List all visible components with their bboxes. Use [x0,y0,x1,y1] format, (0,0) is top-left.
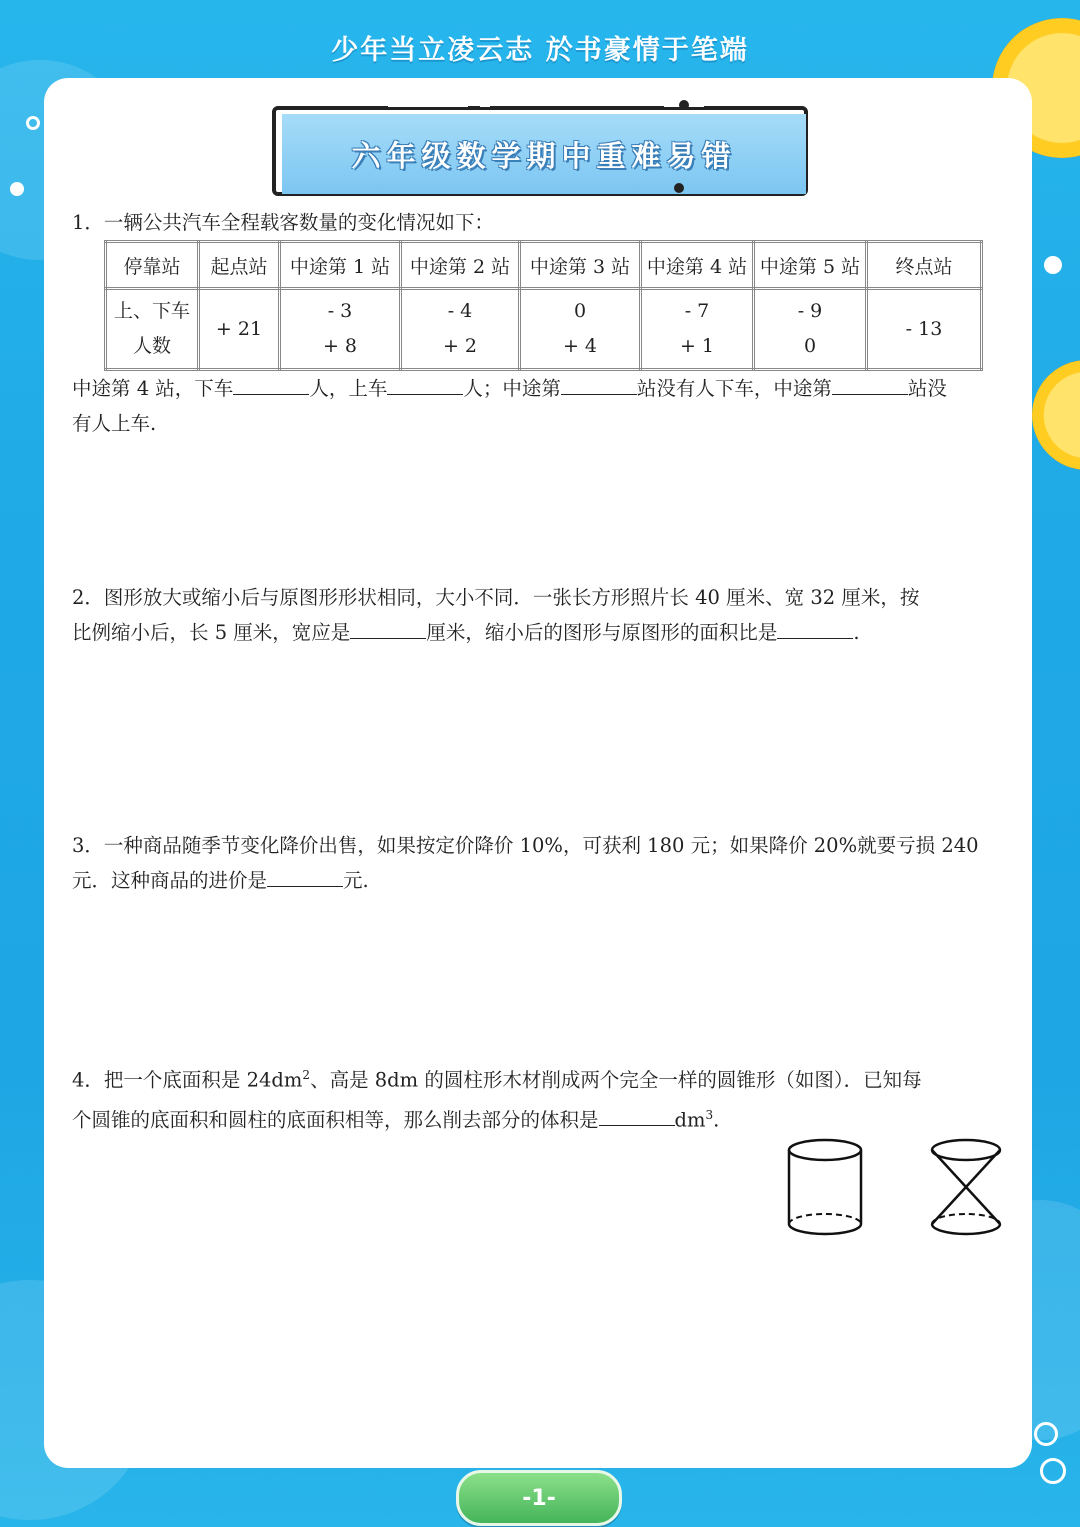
cone-bottom-front [932,1224,1000,1234]
table-header-cell: 中途第 4 站 [641,242,754,289]
question-number: 2． [72,586,104,609]
question-text: . [853,621,860,644]
question-text: 人；中途第 [463,377,561,400]
lemon-slice-icon [1032,360,1080,470]
table-header-cell: 停靠站 [106,242,199,289]
cell-value: - 4 [447,300,473,322]
cell-value: 0 [573,300,587,322]
answer-blank[interactable] [267,868,343,887]
table-header-cell: 中途第 5 站 [754,242,867,289]
cylinder-figure [782,1136,868,1240]
page-number: -1- [522,1485,556,1511]
header-motto: 少年当立凌云志 於书豪情于笔端 [331,35,749,66]
cell-value: - 13 [905,317,943,340]
question-number: 4． [72,1068,104,1092]
question-text: 一辆公共汽车全程载客数量的变化情况如下： [103,211,494,234]
page-number-badge [456,1470,622,1526]
table-cell [867,289,982,370]
title-dot [674,183,684,193]
question-text: 有人上车. [72,412,157,435]
answer-blank[interactable] [561,376,637,395]
cell-value: + 2 [442,335,478,357]
table-header-cell: 中途第 2 站 [401,242,520,289]
page-title: 六年级数学期中重难易错 [351,138,737,173]
bus-passenger-table [104,240,983,371]
decorative-dot [10,182,24,196]
question-text: 人，上车 [309,377,388,400]
cone-top-base [932,1140,1000,1160]
question-1-intro [72,205,1012,240]
question-text: 站没有人下车，中途第 [636,377,832,400]
decorative-ring [1040,1458,1066,1484]
answer-blank[interactable] [350,620,426,639]
cone-bottom-hidden [932,1214,1000,1224]
question-2 [72,580,1012,650]
question-4 [72,1058,1012,1137]
question-text: 、高是 8dm 的圆柱形木材削成两个完全一样的圆锥形（如图）．已知每 [310,1068,922,1092]
table-header-cell: 中途第 3 站 [520,242,641,289]
table-row [106,289,982,370]
cell-value: - 7 [684,300,710,322]
cell-value: + 4 [562,335,598,357]
answer-blank[interactable] [599,1107,675,1126]
answer-blank[interactable] [777,620,853,639]
decorative-ring [26,116,40,130]
cell-value: - 9 [797,300,823,322]
table-header-cell: 终点站 [867,242,982,289]
question-text: 厘米，缩小后的图形与原图形的面积比是 [426,621,778,644]
question-text: 图形放大或缩小后与原图形形状相同，大小不同．一张长方形照片长 40 厘米、宽 32 厘米，按 [103,586,920,609]
answer-blank[interactable] [387,376,463,395]
table-cell [199,289,280,370]
title-banner [282,114,806,194]
question-3 [72,828,1012,898]
table-header-row [106,242,982,289]
question-text: 站没 [907,377,947,400]
cell-value: - 3 [327,300,353,322]
table-cell [401,289,520,370]
question-1-prompt [72,371,1012,441]
title-dot [679,100,689,110]
table-row-label [106,289,199,370]
table-header-cell: 起点站 [199,242,280,289]
question-number: 3． [72,834,104,857]
answer-blank[interactable] [233,376,309,395]
table-cell [280,289,401,370]
double-cone-figure [926,1136,1006,1240]
row-label-line: 上、下车 [113,300,190,322]
decorative-ring [1034,1422,1058,1446]
question-text: 一种商品随季节变化降价出售，如果按定价降价 10%，可获利 180 元；如果降价 20%就要亏损 240 [103,834,979,857]
table-cell [520,289,641,370]
question-text: 个圆锥的底面积和圆柱的底面积相等，那么削去部分的体积是 [72,1108,599,1131]
question-text: 元．这种商品的进价是 [72,869,268,892]
answer-blank[interactable] [832,376,908,395]
cell-value: + 8 [322,335,358,357]
row-label-line: 人数 [132,335,171,357]
cylinder-bottom-front [789,1224,861,1234]
table-header-cell: 中途第 1 站 [280,242,401,289]
question-number: 1． [72,211,104,234]
question-text: 元. [343,869,369,892]
cell-value: + 1 [679,335,715,357]
cylinder-bottom-hidden [789,1214,861,1224]
question-text: . [713,1108,720,1131]
question-text: 把一个底面积是 24dm [103,1068,303,1092]
table-cell [754,289,867,370]
cell-value: + 21 [215,317,263,340]
superscript: 3 [705,1107,714,1122]
cell-value: 0 [803,335,817,357]
title-dash [388,102,468,107]
table-cell [641,289,754,370]
cylinder-top [789,1140,861,1160]
question-text: dm [674,1108,706,1131]
question-text: 比例缩小后，长 5 厘米，宽应是 [72,621,351,644]
superscript: 2 [302,1068,311,1082]
title-dash [480,102,490,107]
question-text: 中途第 4 站，下车 [72,377,234,400]
decorative-dot [1044,256,1062,274]
